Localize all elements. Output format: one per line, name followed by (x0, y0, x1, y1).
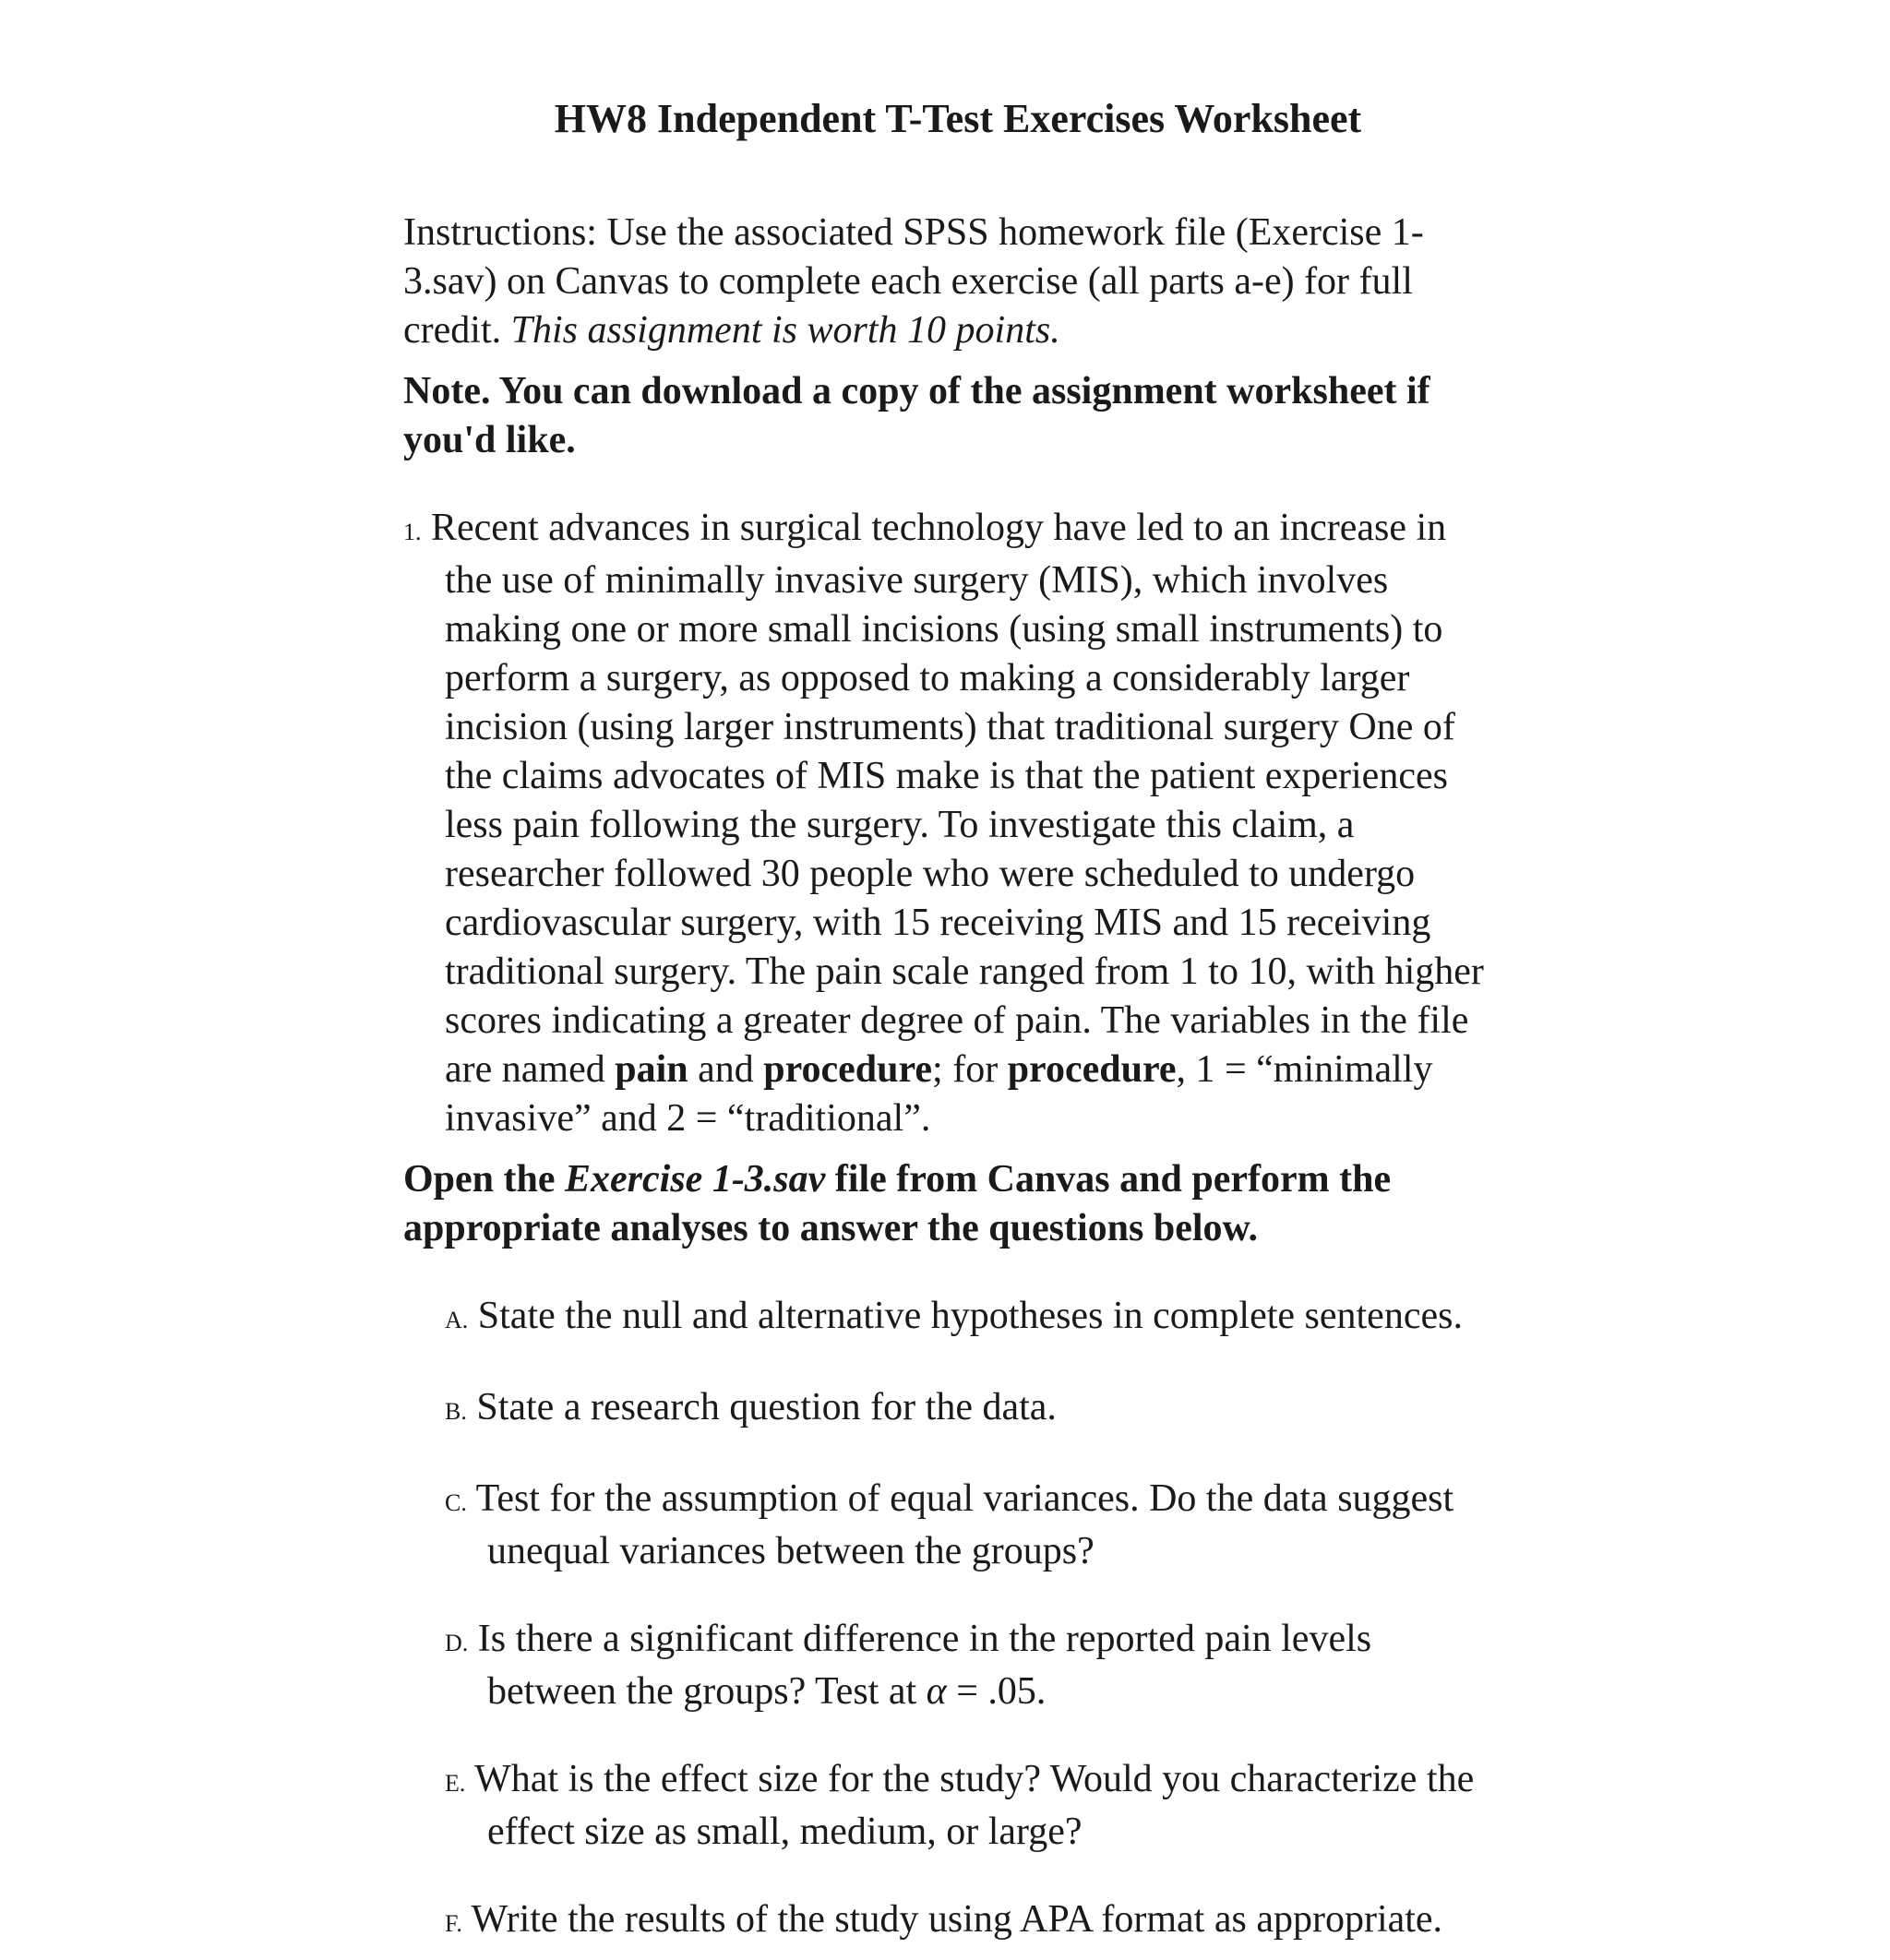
subquestion-d-letter: D. (445, 1630, 469, 1656)
subquestion-a-text: State the null and alternative hypotheses in complete sentences. (477, 1295, 1463, 1337)
question-1 (403, 504, 1501, 1143)
alpha-symbol: α (926, 1670, 947, 1713)
subquestion-c-letter: C. (445, 1489, 467, 1516)
subquestion-d (445, 1615, 1501, 1716)
open-instruction-pre: Open the (403, 1158, 556, 1201)
instructions-paragraph (403, 209, 1501, 355)
subquestion-f-letter: F. (445, 1910, 462, 1937)
subquestion-f (445, 1895, 1501, 1948)
subquestion-e (445, 1755, 1501, 1857)
subquestion-c (445, 1475, 1501, 1576)
instructions-text: Instructions: Use the associated SPSS homework file (Exercise 1-3.sav) on Canvas to complete each exercise (all parts a-e) for full credit. (403, 211, 1424, 352)
exercise-file-name: Exercise 1-3.sav (565, 1158, 826, 1201)
download-note: Note. You can download a copy of the assignment worksheet if you'd like. (403, 370, 1430, 461)
question-1-and: and (698, 1048, 754, 1091)
subquestion-f-text: Write the results of the study using APA format as appropriate. (471, 1898, 1443, 1941)
subquestion-a (445, 1292, 1501, 1345)
subquestion-d-text: Is there a significant difference in the reported pain levels between the groups? Test at (477, 1618, 1372, 1713)
question-1-for: ; for (932, 1048, 999, 1091)
instructions-points: This assignment is worth 10 points. (510, 309, 1060, 352)
variable-procedure: procedure (763, 1048, 933, 1091)
question-1-text: Recent advances in surgical technology have led to an increase in the use of minimally invasive surgery (MIS), which involves making one or more small incisions (using small instruments) to perform a surgery, as opposed to making a considerably larger incision (using larger instruments) that traditional surgery One of the claims advocates of MIS make is that the patient experiences less pain following the surgery. To investigate this claim, a researcher followed 30 people who were scheduled to undergo cardiovascular surgery, with 15 receiving MIS and 15 receiving traditional surgery. The pain scale ranged from 1 to 10, with higher scores indicating a greater degree of pain. The variables in the file are named (431, 507, 1484, 1091)
worksheet-content (403, 209, 1501, 1960)
question-1-coding: , 1 = “minimally invasive” and 2 = “traditional”. (445, 1048, 1433, 1140)
open-file-instruction (403, 1155, 1501, 1253)
variable-pain: pain (615, 1048, 688, 1091)
subquestion-e-letter: E. (445, 1770, 466, 1797)
subquestion-b-text: State a research question for the data. (476, 1386, 1057, 1428)
open-instruction-post: file from Canvas and perform the appropriate analyses to answer the questions below. (403, 1158, 1392, 1249)
subquestion-b (445, 1383, 1501, 1436)
variable-procedure-repeat: procedure (1007, 1048, 1177, 1091)
subquestion-e-text: What is the effect size for the study? Would you characterize the effect size as small, medium, or large? (474, 1758, 1475, 1853)
question-1-number: 1. (403, 519, 422, 545)
subquestion-d-alpha-value: = .05. (956, 1670, 1047, 1713)
subquestion-b-letter: B. (445, 1398, 467, 1425)
subquestion-a-letter: A. (445, 1307, 469, 1333)
page-title: HW8 Independent T-Test Exercises Worksheet (554, 96, 1362, 141)
subquestion-c-text: Test for the assumption of equal variances. Do the data suggest unequal variances between the groups? (475, 1477, 1454, 1572)
